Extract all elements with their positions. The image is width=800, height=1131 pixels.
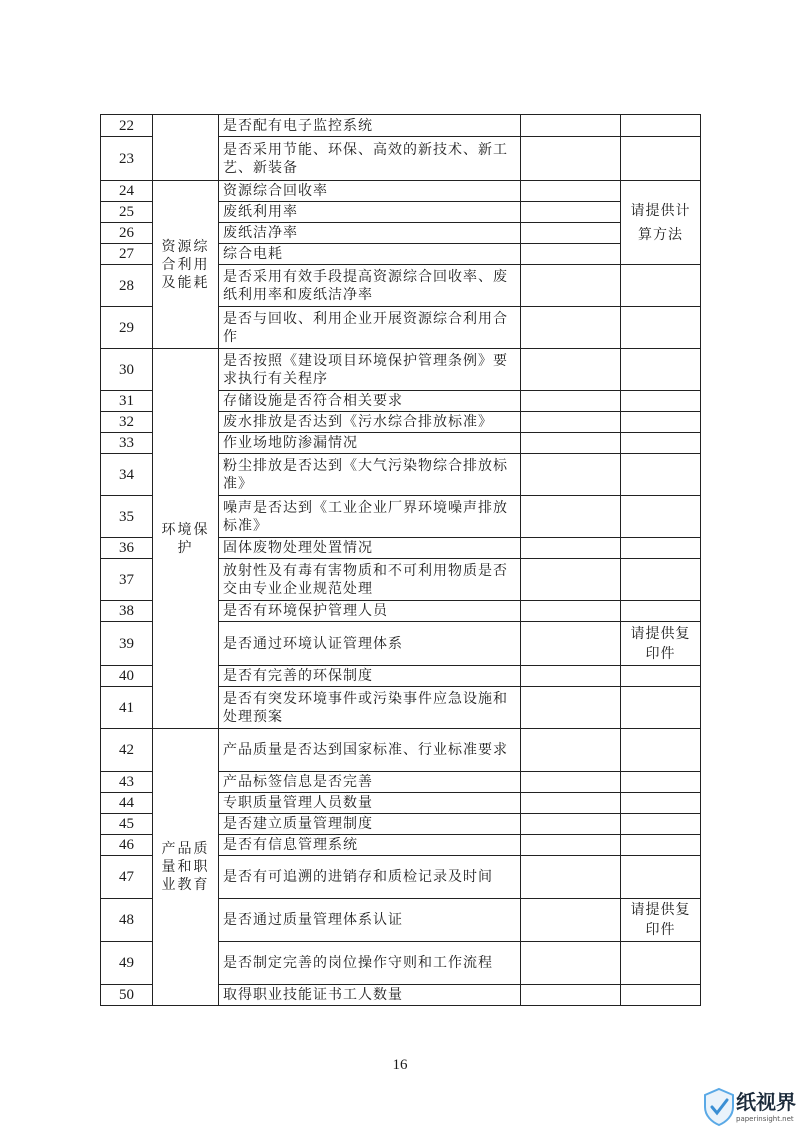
row-number: 24 bbox=[101, 181, 153, 202]
value-cell bbox=[521, 666, 621, 687]
row-number: 42 bbox=[101, 729, 153, 772]
note-cell bbox=[621, 729, 701, 772]
value-cell bbox=[521, 265, 621, 307]
item-text: 作业场地防渗漏情况 bbox=[219, 433, 521, 454]
note-cell bbox=[621, 349, 701, 391]
value-cell bbox=[521, 729, 621, 772]
row-number: 29 bbox=[101, 307, 153, 349]
note-cell bbox=[621, 433, 701, 454]
item-text: 资源综合回收率 bbox=[219, 181, 521, 202]
value-cell bbox=[521, 349, 621, 391]
row-number: 46 bbox=[101, 835, 153, 856]
value-cell bbox=[521, 622, 621, 666]
item-text: 粉尘排放是否达到《大气污染物综合排放标准》 bbox=[219, 454, 521, 496]
item-text: 固体废物处理处置情况 bbox=[219, 538, 521, 559]
item-text: 噪声是否达到《工业企业厂界环境噪声排放标准》 bbox=[219, 496, 521, 538]
item-text: 是否配有电子监控系统 bbox=[219, 115, 521, 137]
note-cell bbox=[621, 985, 701, 1006]
value-cell bbox=[521, 835, 621, 856]
item-text: 废纸利用率 bbox=[219, 202, 521, 223]
note-cell bbox=[621, 942, 701, 985]
value-cell bbox=[521, 814, 621, 835]
value-cell bbox=[521, 856, 621, 899]
row-number: 25 bbox=[101, 202, 153, 223]
value-cell bbox=[521, 559, 621, 601]
value-cell bbox=[521, 772, 621, 793]
note-cell bbox=[621, 137, 701, 181]
value-cell bbox=[521, 985, 621, 1006]
row-number: 32 bbox=[101, 412, 153, 433]
note-cell bbox=[621, 115, 701, 137]
note-cell bbox=[621, 265, 701, 307]
note-cell bbox=[621, 496, 701, 538]
table-row bbox=[101, 729, 701, 772]
value-cell bbox=[521, 538, 621, 559]
row-number: 22 bbox=[101, 115, 153, 137]
value-cell bbox=[521, 687, 621, 729]
item-text: 是否通过环境认证管理体系 bbox=[219, 622, 521, 666]
value-cell bbox=[521, 202, 621, 223]
note-cell bbox=[621, 772, 701, 793]
row-number: 44 bbox=[101, 793, 153, 814]
table-row bbox=[101, 349, 701, 391]
brand-shield-icon bbox=[702, 1087, 736, 1127]
value-cell bbox=[521, 181, 621, 202]
item-text: 是否采用有效手段提高资源综合回收率、废纸利用率和废纸洁净率 bbox=[219, 265, 521, 307]
row-number: 43 bbox=[101, 772, 153, 793]
value-cell bbox=[521, 223, 621, 244]
category-resource: 资源综合利用及能耗 bbox=[153, 181, 219, 349]
value-cell bbox=[521, 412, 621, 433]
value-cell bbox=[521, 244, 621, 265]
row-number: 38 bbox=[101, 601, 153, 622]
note-cell bbox=[621, 412, 701, 433]
value-cell bbox=[521, 433, 621, 454]
item-text: 废纸洁净率 bbox=[219, 223, 521, 244]
note-cell bbox=[621, 856, 701, 899]
row-number: 35 bbox=[101, 496, 153, 538]
value-cell bbox=[521, 307, 621, 349]
category-environment: 环境保护 bbox=[153, 349, 219, 729]
row-number: 45 bbox=[101, 814, 153, 835]
row-number: 33 bbox=[101, 433, 153, 454]
note-cell bbox=[621, 793, 701, 814]
note-cell bbox=[621, 814, 701, 835]
note-cell bbox=[621, 666, 701, 687]
value-cell bbox=[521, 115, 621, 137]
item-text: 存储设施是否符合相关要求 bbox=[219, 391, 521, 412]
note-copy-env: 请提供复印件 bbox=[621, 622, 701, 666]
item-text: 是否通过质量管理体系认证 bbox=[219, 899, 521, 942]
note-calc-method: 请提供计算方法 bbox=[621, 181, 701, 265]
row-number: 50 bbox=[101, 985, 153, 1006]
item-text: 是否有突发环境事件或污染事件应急设施和处理预案 bbox=[219, 687, 521, 729]
value-cell bbox=[521, 137, 621, 181]
item-text: 专职质量管理人员数量 bbox=[219, 793, 521, 814]
row-number: 26 bbox=[101, 223, 153, 244]
note-cell bbox=[621, 601, 701, 622]
item-text: 是否与回收、利用企业开展资源综合利用合作 bbox=[219, 307, 521, 349]
evaluation-table bbox=[100, 114, 701, 1006]
row-number: 27 bbox=[101, 244, 153, 265]
value-cell bbox=[521, 601, 621, 622]
note-cell bbox=[621, 538, 701, 559]
category-quality: 产品质量和职业教育 bbox=[153, 729, 219, 1006]
item-text: 是否制定完善的岗位操作守则和工作流程 bbox=[219, 942, 521, 985]
row-number: 40 bbox=[101, 666, 153, 687]
item-text: 产品标签信息是否完善 bbox=[219, 772, 521, 793]
item-text: 是否按照《建设项目环境保护管理条例》要求执行有关程序 bbox=[219, 349, 521, 391]
row-number: 39 bbox=[101, 622, 153, 666]
note-copy-quality: 请提供复印件 bbox=[621, 899, 701, 942]
page-number: 16 bbox=[392, 1057, 408, 1073]
item-text: 是否建立质量管理制度 bbox=[219, 814, 521, 835]
table-row bbox=[101, 181, 701, 202]
row-number: 37 bbox=[101, 559, 153, 601]
row-number: 34 bbox=[101, 454, 153, 496]
watermark-logo bbox=[700, 1083, 800, 1131]
note-cell bbox=[621, 559, 701, 601]
item-text: 产品质量是否达到国家标准、行业标准要求 bbox=[219, 729, 521, 772]
row-number: 48 bbox=[101, 899, 153, 942]
value-cell bbox=[521, 793, 621, 814]
item-text: 废水排放是否达到《污水综合排放标准》 bbox=[219, 412, 521, 433]
item-text: 是否有信息管理系统 bbox=[219, 835, 521, 856]
value-cell bbox=[521, 454, 621, 496]
watermark-brand: 纸视界 bbox=[736, 1090, 796, 1114]
row-number: 36 bbox=[101, 538, 153, 559]
table-row bbox=[101, 115, 701, 137]
row-number: 41 bbox=[101, 687, 153, 729]
value-cell bbox=[521, 942, 621, 985]
item-text: 取得职业技能证书工人数量 bbox=[219, 985, 521, 1006]
value-cell bbox=[521, 899, 621, 942]
note-cell bbox=[621, 835, 701, 856]
note-cell bbox=[621, 687, 701, 729]
row-number: 23 bbox=[101, 137, 153, 181]
note-cell bbox=[621, 307, 701, 349]
item-text: 放射性及有毒有害物质和不可利用物质是否交由专业企业规范处理 bbox=[219, 559, 521, 601]
watermark-url: paperinsight.net bbox=[736, 1115, 794, 1123]
value-cell bbox=[521, 391, 621, 412]
value-cell bbox=[521, 496, 621, 538]
item-text: 是否采用节能、环保、高效的新技术、新工艺、新装备 bbox=[219, 137, 521, 181]
item-text: 是否有可追溯的进销存和质检记录及时间 bbox=[219, 856, 521, 899]
row-number: 30 bbox=[101, 349, 153, 391]
row-number: 49 bbox=[101, 942, 153, 985]
item-text: 是否有完善的环保制度 bbox=[219, 666, 521, 687]
row-number: 47 bbox=[101, 856, 153, 899]
note-cell bbox=[621, 454, 701, 496]
item-text: 综合电耗 bbox=[219, 244, 521, 265]
item-text: 是否有环境保护管理人员 bbox=[219, 601, 521, 622]
row-number: 31 bbox=[101, 391, 153, 412]
category-cell-empty bbox=[153, 115, 219, 181]
row-number: 28 bbox=[101, 265, 153, 307]
note-cell bbox=[621, 391, 701, 412]
